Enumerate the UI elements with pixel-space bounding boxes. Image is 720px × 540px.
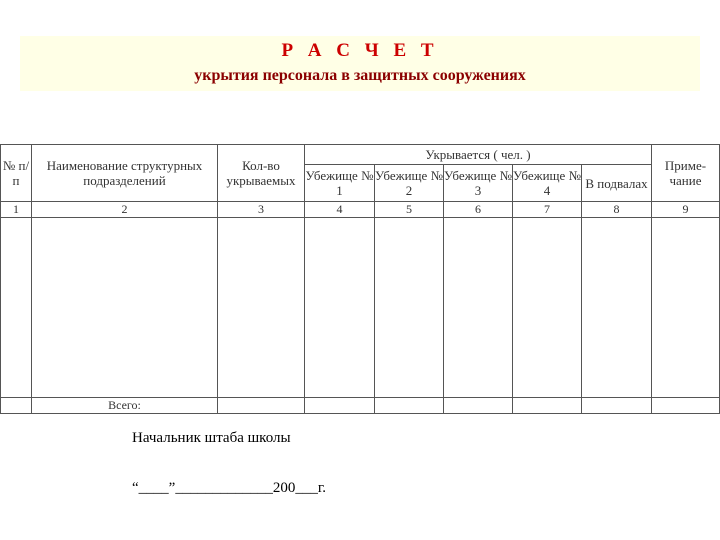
header-num: № п/п [1,145,32,202]
table-cell [513,218,582,398]
header-name: Наименование структурных подразделений [32,145,218,202]
header-count: Кол-во укрываемых [218,145,305,202]
header-sheltered: Укрывается ( чел. ) [305,145,652,165]
table-cell [513,398,582,414]
table-cell [305,398,375,414]
table-cell [218,398,305,414]
document-subtitle: укрытия персонала в защитных сооружениях [194,67,526,84]
header-shelter-4: Убежище № 4 [513,165,582,202]
column-number: 6 [444,202,513,218]
total-row [1,398,720,414]
table-cell [582,398,652,414]
column-number: 3 [218,202,305,218]
table-cell [444,218,513,398]
table-cell [375,398,444,414]
header-note: Приме-чание [652,145,720,202]
table-cell [1,398,32,414]
header-shelter-3: Убежище № 3 [444,165,513,202]
date-line: “____”_____________200___г. [132,480,327,496]
chief-signature-line: Начальник штаба школы [132,430,291,446]
data-row-empty [1,218,720,398]
header-basements: В подвалах [582,165,652,202]
column-number: 8 [582,202,652,218]
table-cell [32,218,218,398]
table-cell [444,398,513,414]
total-label: Всего: [32,398,218,414]
column-number: 4 [305,202,375,218]
column-number: 7 [513,202,582,218]
table-cell [652,398,720,414]
table-cell [375,218,444,398]
column-number-row [1,202,720,218]
header-shelter-2: Убежище № 2 [375,165,444,202]
column-number: 1 [1,202,32,218]
table-cell [218,218,305,398]
shelter-calculation-table [0,144,720,414]
table-cell [582,218,652,398]
column-number: 2 [32,202,218,218]
table-cell [1,218,32,398]
header-shelter-1: Убежище № 1 [305,165,375,202]
table-cell [652,218,720,398]
column-number: 9 [652,202,720,218]
table-cell [305,218,375,398]
column-number: 5 [375,202,444,218]
document-title: Р А С Ч Е Т [281,40,439,61]
title-box [20,36,700,91]
